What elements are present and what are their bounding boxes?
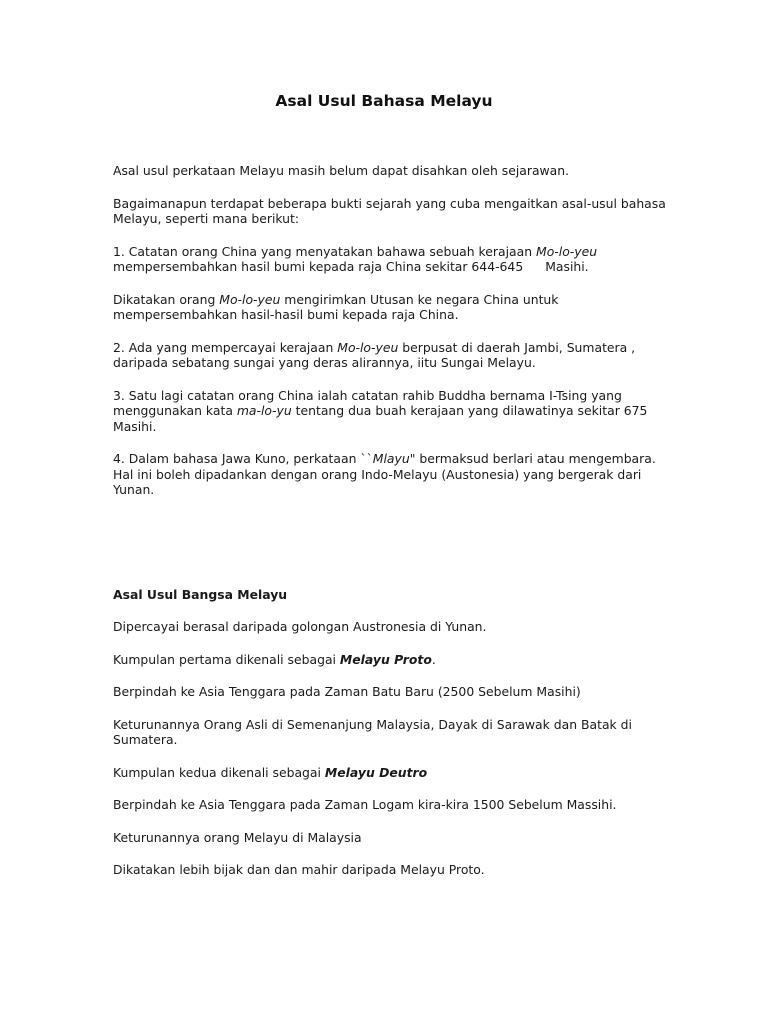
text: berpusat di daerah Jambi, Sumatera , daripada sebatang sungai yang deras alirannya, iitu Sungai Melayu. — [113, 339, 636, 370]
text: Kumpulan pertama dikenali sebagai — [113, 651, 340, 667]
italic-term: Mo-lo-yeu — [219, 291, 281, 307]
paragraph-comparison: Dikatakan lebih bijak dan dan mahir daripada Melayu Proto. — [113, 862, 485, 877]
text: 1. Catatan orang China yang menyatakan bahawa sebuah kerajaan — [113, 243, 537, 259]
text: . — [431, 651, 436, 667]
paragraph-utusan — [113, 292, 673, 323]
section-gap — [113, 515, 673, 587]
paragraph-migration-1: Berpindah ke Asia Tenggara pada Zaman Batu Baru (2500 Sebelum Masihi) — [113, 684, 581, 699]
text: mempersembahkan hasil bumi kepada raja China sekitar 644-645 — [113, 259, 524, 274]
page-title: Asal Usul Bahasa Melayu — [275, 92, 493, 110]
paragraph-descendants-1: Keturunannya Orang Asli di Semenanjung Malaysia, Dayak di Sarawak dan Batak di Sumatera. — [113, 716, 632, 747]
text: 4. Dalam bahasa Jawa Kuno, perkataan `` — [113, 451, 373, 466]
paragraph-descendants-2: Keturunannya orang Melayu di Malaysia — [113, 829, 362, 845]
paragraph-origin: Dipercayai berasal daripada golongan Austronesia di Yunan. — [113, 619, 487, 634]
italic-term: ma-lo-yu — [236, 403, 292, 418]
paragraph-evidence-intro: Bagaimanapun terdapat beberapa bukti sejarah yang cuba mengaitkan asal-usul bahasa Melayu, seperti mana berikut: — [113, 195, 666, 226]
paragraph-point-2 — [113, 340, 673, 371]
text: Masihi. — [545, 259, 589, 274]
section-heading: Asal Usul Bangsa Melayu — [113, 586, 288, 602]
text: 2. Ada yang mempercayai kerajaan — [113, 339, 338, 355]
text: Dikatakan orang — [113, 291, 220, 307]
paragraph-intro: Asal usul perkataan Melayu masih belum dapat disahkan oleh sejarawan. — [113, 163, 570, 178]
italic-term: Mo-lo-yeu — [536, 243, 598, 259]
italic-term: Mo-lo-yeu — [337, 339, 399, 355]
paragraph-migration-2: Berpindah ke Asia Tenggara pada Zaman Logam kira-kira 1500 Sebelum Massihi. — [113, 797, 617, 812]
paragraph-point-1 — [113, 244, 673, 275]
paragraph-second-group — [113, 765, 673, 781]
text: " bermaksud berlari atau mengembara. Hal ini boleh dipadankan dengan orang Indo-Melayu (Austonesia) yang bergerak dari Yunan. — [113, 451, 656, 497]
paragraph-first-group — [113, 652, 673, 668]
text: mengirimkan Utusan ke negara China untuk mempersembahkan hasil-hasil bumi kepada raja China. — [113, 291, 559, 322]
paragraph-point-4 — [113, 451, 673, 498]
italic-term: Mlayu — [372, 451, 410, 466]
bold-italic-term: Melayu Deutro — [324, 764, 428, 780]
bold-italic-term: Melayu Proto — [339, 651, 432, 667]
text: 3. Satu lagi catatan orang China ialah catatan rahib Buddha bernama I-Tsing yang menggunakan kata — [113, 387, 622, 418]
paragraph-point-3 — [113, 388, 673, 435]
document-body — [113, 163, 673, 895]
text: tentang dua buah kerajaan yang dilawatinya sekitar 675 Masihi. — [113, 403, 648, 434]
text: Kumpulan kedua dikenali sebagai — [113, 764, 325, 780]
